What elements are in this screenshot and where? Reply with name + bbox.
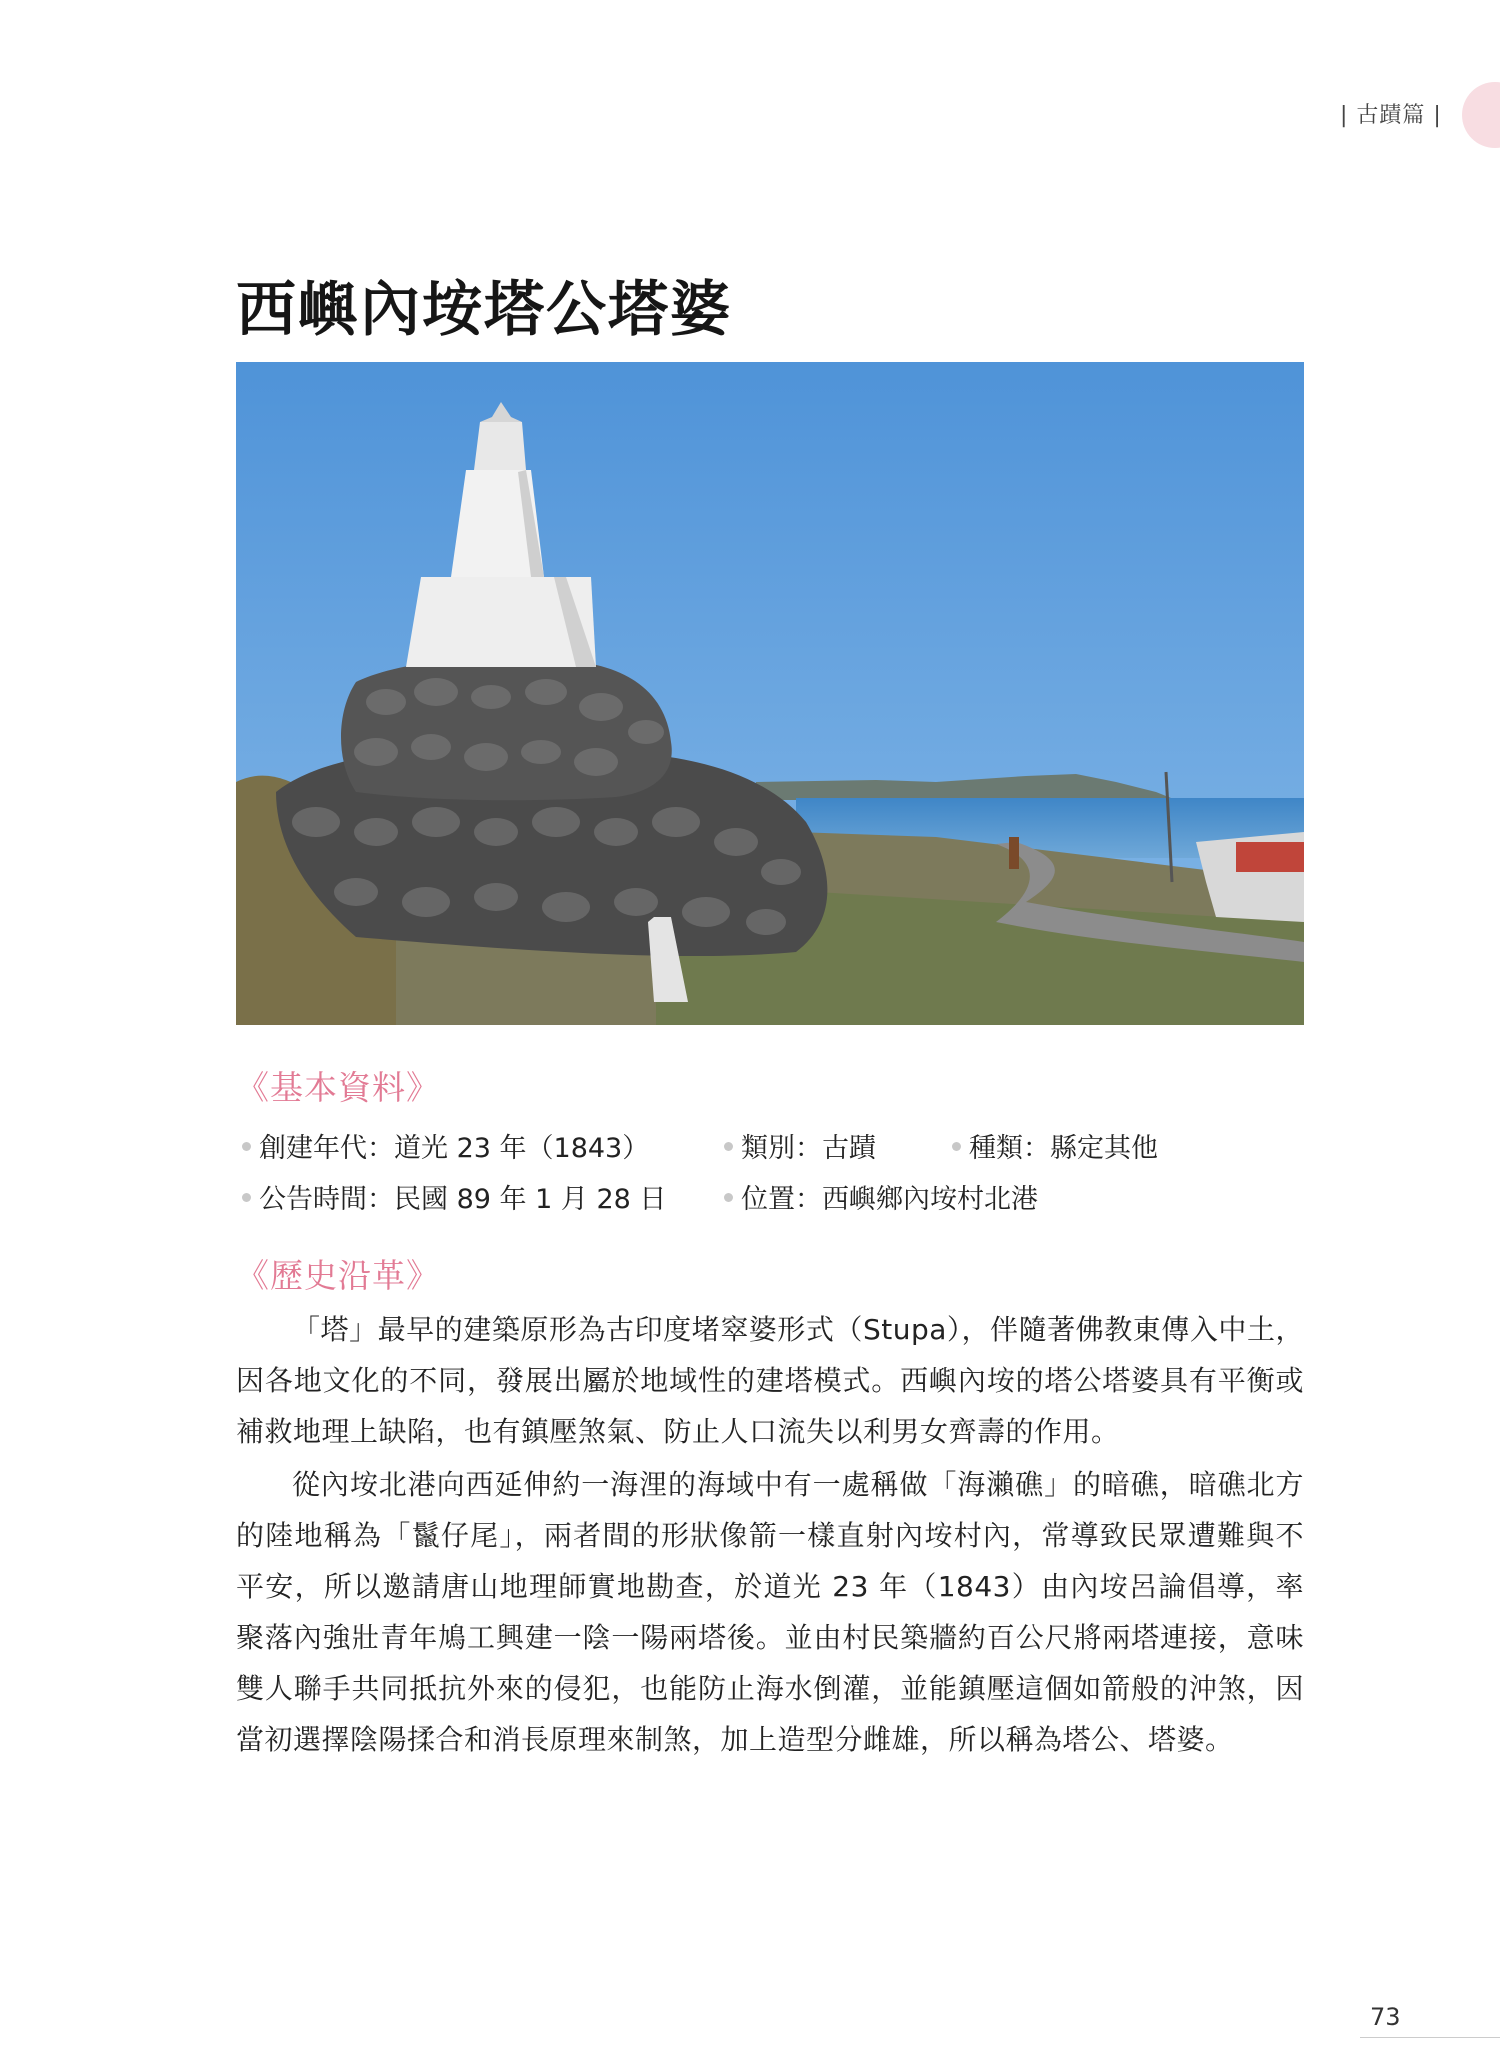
history-paragraph: 從內垵北港向西延伸約一海浬的海域中有一處稱做「海瀨礁」的暗礁，暗礁北方的陸地稱為「鬣仔尾」，兩者間的形狀像箭一樣直射內垵村內，常導致民眾遭難與不平安，所以邀請唐山地理師實地勘查，於道光 23 年（1843）由內垵呂論倡導，率聚落內強壯青年鳩工興建一陰一陽兩塔後。並由村民築牆約百公尺將兩塔連接，意味雙人聯手共同抵抗外來的侵犯，也能防止海水倒灌，並能鎮壓這個如箭般的沖煞，因當初選擇陰陽揉合和消長原理來制煞，加上造型分雌雄，所以稱為塔公、塔婆。 xyxy=(236,1468,1304,1756)
section-tag: | 古蹟篇 | xyxy=(1340,103,1442,128)
basic-info-heading: 《基本資料》 xyxy=(236,1068,440,1107)
history-paragraph: 「塔」最早的建築原形為古印度堵窣婆形式（Stupa），伴隨著佛教東傳入中土，因各地文化的不同，發展出屬於地域性的建塔模式。西嶼內垵的塔公塔婆具有平衡或補救地理上缺陷，也有鎮壓煞氣、防止人口流失以利男女齊壽的作用。 xyxy=(236,1313,1304,1448)
page-title: 西嶼內垵塔公塔婆 xyxy=(236,275,732,345)
section-corner-tab xyxy=(1462,82,1500,148)
bullet-icon xyxy=(724,1142,733,1151)
bullet-icon xyxy=(724,1193,733,1202)
history-heading: 《歷史沿革》 xyxy=(236,1256,440,1295)
footer-rule xyxy=(1360,2037,1500,2038)
info-item: 公告時間：民國 89 年 1 月 28 日 xyxy=(242,1177,666,1216)
info-item: 類別：古蹟 xyxy=(724,1126,876,1165)
page-number: 73 xyxy=(1370,2003,1401,2031)
info-item: 種類：縣定其他 xyxy=(952,1126,1158,1165)
info-item: 位置：西嶼鄉內垵村北港 xyxy=(724,1177,1038,1216)
info-item: 創建年代：道光 23 年（1843） xyxy=(242,1126,649,1165)
bullet-icon xyxy=(242,1142,251,1151)
bullet-icon xyxy=(242,1193,251,1202)
bullet-icon xyxy=(952,1142,961,1151)
stone-pagoda-photo xyxy=(236,362,1304,1025)
